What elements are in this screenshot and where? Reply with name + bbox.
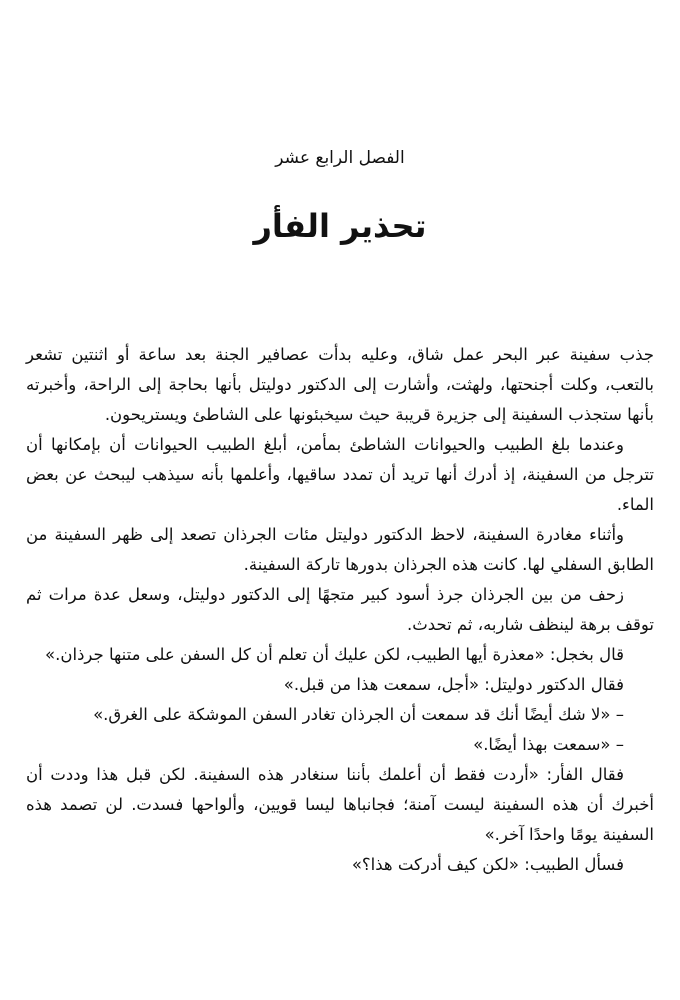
paragraph: جذب سفينة عبر البحر عمل شاق، وعليه بدأت عصافير الجنة بعد ساعة أو اثنتين تشعر بالتعب، وكلت أجنحتها، ولهثت، وأشارت إلى الدكتور دوليتل بأنها بحاجة إلى الراحة، وأخبرته بأنها ستجذب السفينة إلى جزيرة قريبة حيث سيخبئونها على الشاطئ ويستريحون. [26, 345, 654, 424]
chapter-body [26, 340, 654, 880]
paragraph: قال بخجل: «معذرة أيها الطبيب، لكن عليك أن تعلم أن كل السفن على متنها جرذان.» [45, 645, 624, 664]
dialogue-line: – «سمعت بهذا أيضًا.» [473, 735, 624, 754]
paragraph: فسأل الطبيب: «لكن كيف أدركت هذا؟» [351, 855, 624, 874]
paragraph: زحف من بين الجرذان جرذ أسود كبير متجهًا إلى الدكتور دوليتل، وسعل عدة مرات ثم توقف برهة لينظف شاربه، ثم تحدث. [26, 585, 654, 634]
dialogue-line: فقال الدكتور دوليتل: «أجل، سمعت هذا من قبل.» [283, 675, 624, 694]
paragraph: وأثناء مغادرة السفينة، لاحظ الدكتور دوليتل مئات الجرذان تصعد إلى ظهر السفينة من الطابق السفلي لها. كانت هذه الجرذان بدورها تاركة السفينة. [26, 525, 654, 574]
paragraph: فقال الفأر: «أردت فقط أن أعلمك بأننا سنغادر هذه السفينة. لكن قبل هذا وددت أن أخبرك أن هذه السفينة ليست آمنة؛ فجانباها ليسا قويين، وألواحها فسدت. لن تصمد هذه السفينة يومًا واحدًا آخر.» [26, 765, 654, 844]
dialogue-line: – «لا شك أيضًا أنك قد سمعت أن الجرذان تغادر السفن الموشكة على الغرق.» [93, 705, 624, 724]
paragraph: وعندما بلغ الطبيب والحيوانات الشاطئ بمأمن، أبلغ الطبيب الحيوانات أن بإمكانها أن تترجل من السفينة، إذ أدرك أنها تريد أن تمدد ساقيها، وأعلمها بأنه سيذهب ليبحث عن بعض الماء. [26, 435, 654, 514]
chapter-number: الفصل الرابع عشر [275, 148, 405, 168]
chapter-title: تحذير الفأر [253, 207, 427, 245]
